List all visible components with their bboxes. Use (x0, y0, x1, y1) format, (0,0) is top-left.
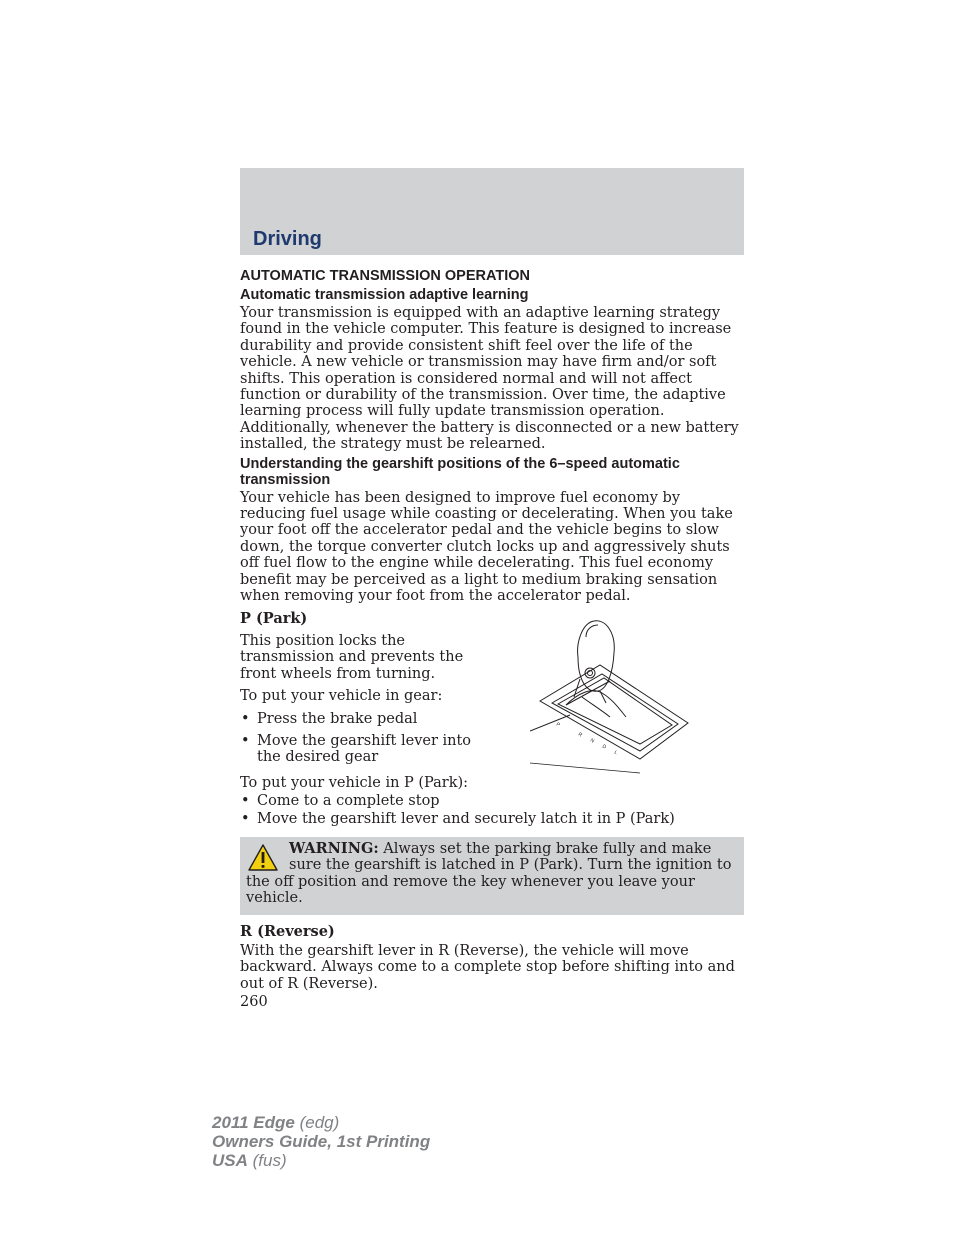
in-park-intro: To put your vehicle in P (Park): (240, 774, 469, 791)
list-item-text: Press the brake pedal (257, 710, 418, 727)
page-content (240, 268, 744, 1010)
footer-model: 2011 Edge (212, 1113, 295, 1132)
bullet-icon: • (241, 792, 250, 809)
main-heading: AUTOMATIC TRANSMISSION OPERATION (240, 268, 530, 284)
in-gear-steps (240, 711, 492, 766)
subheading-gearshift-positions: Understanding the gearshift positions of the 6–speed automatic transmission (240, 455, 680, 488)
gate-letter: R (577, 731, 584, 739)
park-description: This position locks the transmission and prevents the front wheels from turning. (240, 632, 464, 682)
gate-letter: N (589, 737, 596, 745)
paragraph-adaptive-learning: Your transmission is equipped with an adaptive learning strategy found in the vehicle computer. This feature is designed to increase durability and provide consistent shift feel over the life of the vehicle. A new vehicle or transmission may have firm and/or soft shifts. This operation is considered normal and will not affect function or durability of the transmission. Over time, the adaptive learning process will fully update transmission operation. Additionally, whenever the battery is disconnected or a new battery installed, the strategy must be relearned. (240, 305, 739, 453)
park-title: P (Park) (240, 609, 308, 627)
footer-line-model (212, 1113, 430, 1132)
park-section (240, 611, 744, 771)
gearshift-illustration (530, 613, 695, 778)
list-item (240, 793, 744, 809)
gate-slot (558, 678, 672, 744)
footer-line-guide (212, 1132, 430, 1151)
list-item-text: Move the gearshift lever into the desired gear (257, 732, 472, 766)
console-outline (540, 665, 688, 759)
footer-guide: Owners Guide, 1st Printing (212, 1132, 431, 1151)
list-item-text: Move the gearshift lever and securely latch it in P (Park) (257, 811, 675, 828)
section-header-band (240, 168, 744, 255)
footer-region-code: (fus) (252, 1151, 287, 1170)
footer-region: USA (212, 1151, 248, 1170)
bullet-icon: • (241, 732, 250, 749)
list-item (240, 733, 492, 766)
park-text-column (240, 611, 492, 766)
warning-box (240, 837, 744, 916)
subheading-adaptive-learning: Automatic transmission adaptive learning (240, 287, 529, 303)
warning-label: WARNING: (289, 839, 379, 857)
reverse-title: R (Reverse) (240, 923, 335, 941)
bullet-icon: • (241, 710, 250, 727)
section-title: Driving (253, 228, 322, 250)
page-number: 260 (240, 993, 268, 1010)
warning-triangle-icon (247, 843, 279, 873)
in-gear-intro: To put your vehicle in gear: (240, 688, 443, 705)
bullet-icon: • (241, 811, 250, 828)
footer-line-region (212, 1151, 430, 1170)
footer-model-code: (edg) (299, 1113, 340, 1132)
in-park-steps (240, 793, 744, 828)
list-item-text: Come to a complete stop (257, 792, 440, 809)
document-footer (212, 1113, 430, 1170)
paragraph-fuel-economy: Your vehicle has been designed to improve fuel economy by reducing fuel usage while coasting or decelerating. When you take your foot off the accelerator pedal and the vehicle begins to slow down, the torque converter clutch locks up and aggressively shuts off fuel flow to the engine while decelerating. This fuel economy benefit may be perceived as a light to medium braking sensation when removing your foot from the accelerator pedal. (240, 489, 733, 605)
list-item (240, 811, 744, 827)
shift-lever (578, 620, 615, 690)
list-item (240, 711, 492, 727)
reverse-description: With the gearshift lever in R (Reverse), the vehicle will move backward. Always come to a complete stop before shifting into and out of R (Reverse). (240, 942, 735, 992)
gate-letter: P (555, 721, 561, 728)
gate-letter: D (601, 743, 608, 751)
warning-text: Always set the parking brake fully and make sure the gearshift is latched in P (Park). Turn the ignition to the off position and remove the key whenever you leave your vehicle. (246, 840, 732, 906)
gate-letter: L (613, 749, 619, 756)
